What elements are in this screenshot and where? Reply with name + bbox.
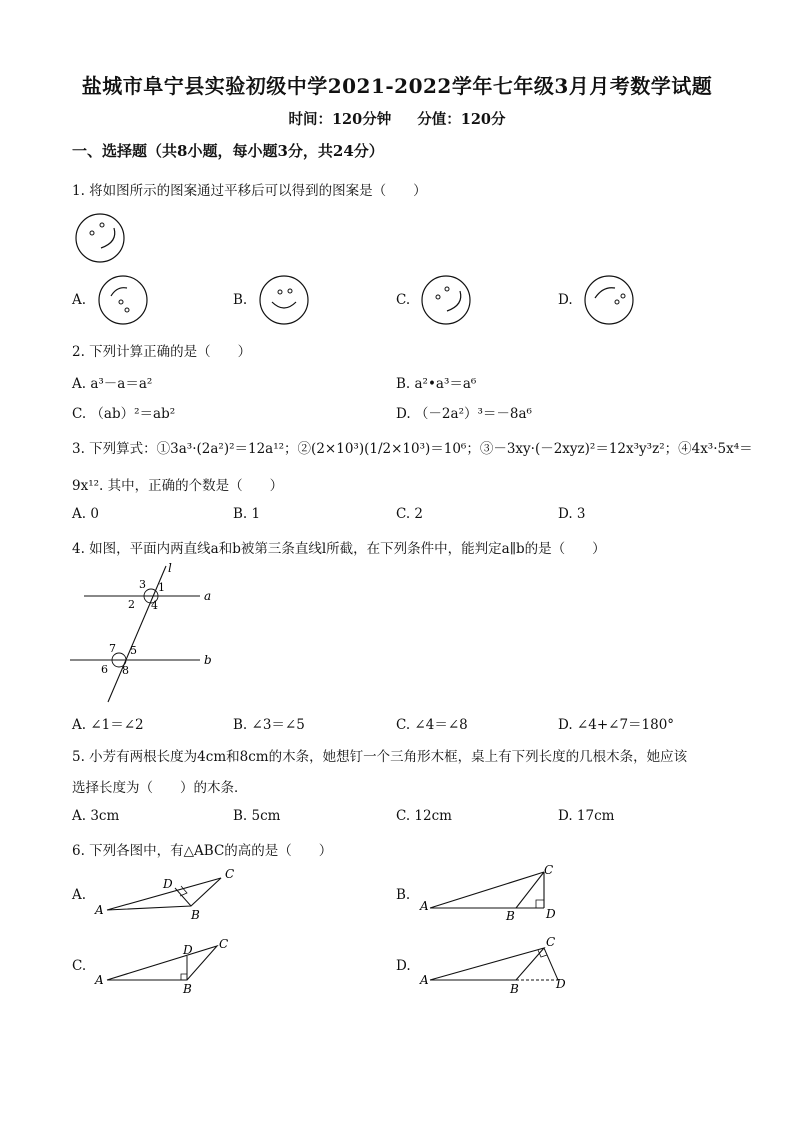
point-c: C [546, 935, 556, 949]
exam-title: 盐城市阜宁县实验初级中学2021-2022学年七年级3月月考数学试题 [81, 74, 713, 98]
q1-stem: 1. 将如图所示的图案通过平移后可以得到的图案是（ ） [72, 183, 427, 199]
point-d: D [183, 943, 193, 957]
point-d: D [546, 907, 556, 921]
point-c: C [544, 863, 554, 877]
q3-option-d[interactable]: D. 3 [558, 506, 586, 522]
q6-option-c-triangle[interactable] [95, 934, 245, 996]
q4-parallel-lines-figure [66, 562, 226, 712]
q1-option-c-smiley[interactable] [420, 274, 472, 326]
q1-option-a-smiley[interactable] [97, 274, 149, 326]
q5-option-d[interactable]: D. 17cm [558, 808, 615, 824]
point-b: B [183, 982, 192, 996]
angle-4: 4 [151, 599, 158, 612]
q6-option-a[interactable]: A. [72, 887, 87, 903]
angle-3: 3 [139, 578, 146, 591]
q3-line1: 3. 下列算式：①3a³·(2a²)²＝12a¹²；②(2×10³)(1/2×10³)＝10⁶；③－3xy·(－2xyz)²＝12x³y³z²；④4x³·5x⁴＝ [72, 441, 753, 457]
q5-option-b[interactable]: B. 5cm [233, 808, 281, 824]
point-d: D [556, 977, 566, 991]
q1-option-d[interactable]: D. [558, 292, 573, 308]
section-heading: 一、选择题（共8小题，每小题3分，共24分） [72, 142, 384, 160]
q2-option-c[interactable]: C. （ab）²＝ab² [72, 406, 176, 422]
point-d: D [163, 877, 173, 891]
q1-option-b[interactable]: B. [233, 292, 248, 308]
q3-option-a[interactable]: A. 0 [72, 506, 99, 522]
q6-option-c[interactable]: C. [72, 958, 87, 974]
q1-option-c[interactable]: C. [396, 292, 411, 308]
q6-option-a-triangle[interactable] [95, 864, 245, 922]
q5-line1: 5. 小芳有两根长度为4cm和8cm的木条，她想钉一个三角形木框，桌上有下列长度的几根木条，她应该 [72, 749, 688, 765]
q6-option-b[interactable]: B. [396, 887, 411, 903]
q6-stem: 6. 下列各图中，有△ABC的高的是（ ） [72, 843, 333, 859]
q2-option-a[interactable]: A. a³－a＝a² [72, 376, 153, 392]
q6-option-d[interactable]: D. [396, 958, 411, 974]
exam-score: 分值：120分 [417, 111, 506, 128]
q3-option-b[interactable]: B. 1 [233, 506, 261, 522]
q3-option-c[interactable]: C. 2 [396, 506, 424, 522]
angle-2: 2 [128, 598, 135, 611]
label-a: a [204, 589, 212, 603]
point-b: B [506, 909, 515, 923]
q4-option-b[interactable]: B. ∠3＝∠5 [233, 717, 305, 733]
exam-time: 时间：120分钟 [288, 111, 392, 128]
q4-stem: 4. 如图，平面内两直线a和b被第三条直线l所截，在下列条件中，能判定a∥b的是（ ） [72, 541, 606, 557]
point-a: A [420, 973, 429, 987]
q3-line2: 9x¹². 其中，正确的个数是（ ） [72, 478, 284, 494]
q2-stem: 2. 下列计算正确的是（ ） [72, 344, 252, 360]
exam-meta [0, 108, 794, 129]
point-b: B [191, 908, 200, 922]
point-a: A [420, 899, 429, 913]
label-l: l [168, 561, 172, 575]
q1-option-a[interactable]: A. [72, 292, 87, 308]
q5-option-a[interactable]: A. 3cm [72, 808, 120, 824]
point-a: A [95, 903, 104, 917]
angle-1: 1 [158, 581, 165, 594]
q4-option-a[interactable]: A. ∠1＝∠2 [72, 717, 144, 733]
point-c: C [225, 867, 235, 881]
angle-7: 7 [109, 642, 116, 655]
q4-option-d[interactable]: D. ∠4+∠7＝180° [558, 717, 675, 733]
point-c: C [219, 937, 229, 951]
angle-5: 5 [130, 644, 137, 657]
q6-option-d-triangle[interactable] [418, 934, 578, 996]
label-b: b [204, 653, 212, 667]
angle-8: 8 [122, 664, 129, 677]
q4-option-c[interactable]: C. ∠4＝∠8 [396, 717, 468, 733]
q1-reference-smiley [74, 212, 126, 264]
q6-option-b-triangle[interactable] [418, 862, 568, 924]
q5-line2: 选择长度为（ ）的木条． [72, 780, 248, 796]
point-a: A [95, 973, 104, 987]
q2-option-d[interactable]: D. （－2a²）³＝－8a⁶ [396, 406, 532, 422]
angle-6: 6 [101, 663, 108, 676]
q2-option-b[interactable]: B. a²•a³＝a⁶ [396, 376, 477, 392]
q1-option-d-smiley[interactable] [583, 274, 635, 326]
q1-option-b-smiley[interactable] [258, 274, 310, 326]
q5-option-c[interactable]: C. 12cm [396, 808, 452, 824]
point-b: B [510, 982, 519, 996]
